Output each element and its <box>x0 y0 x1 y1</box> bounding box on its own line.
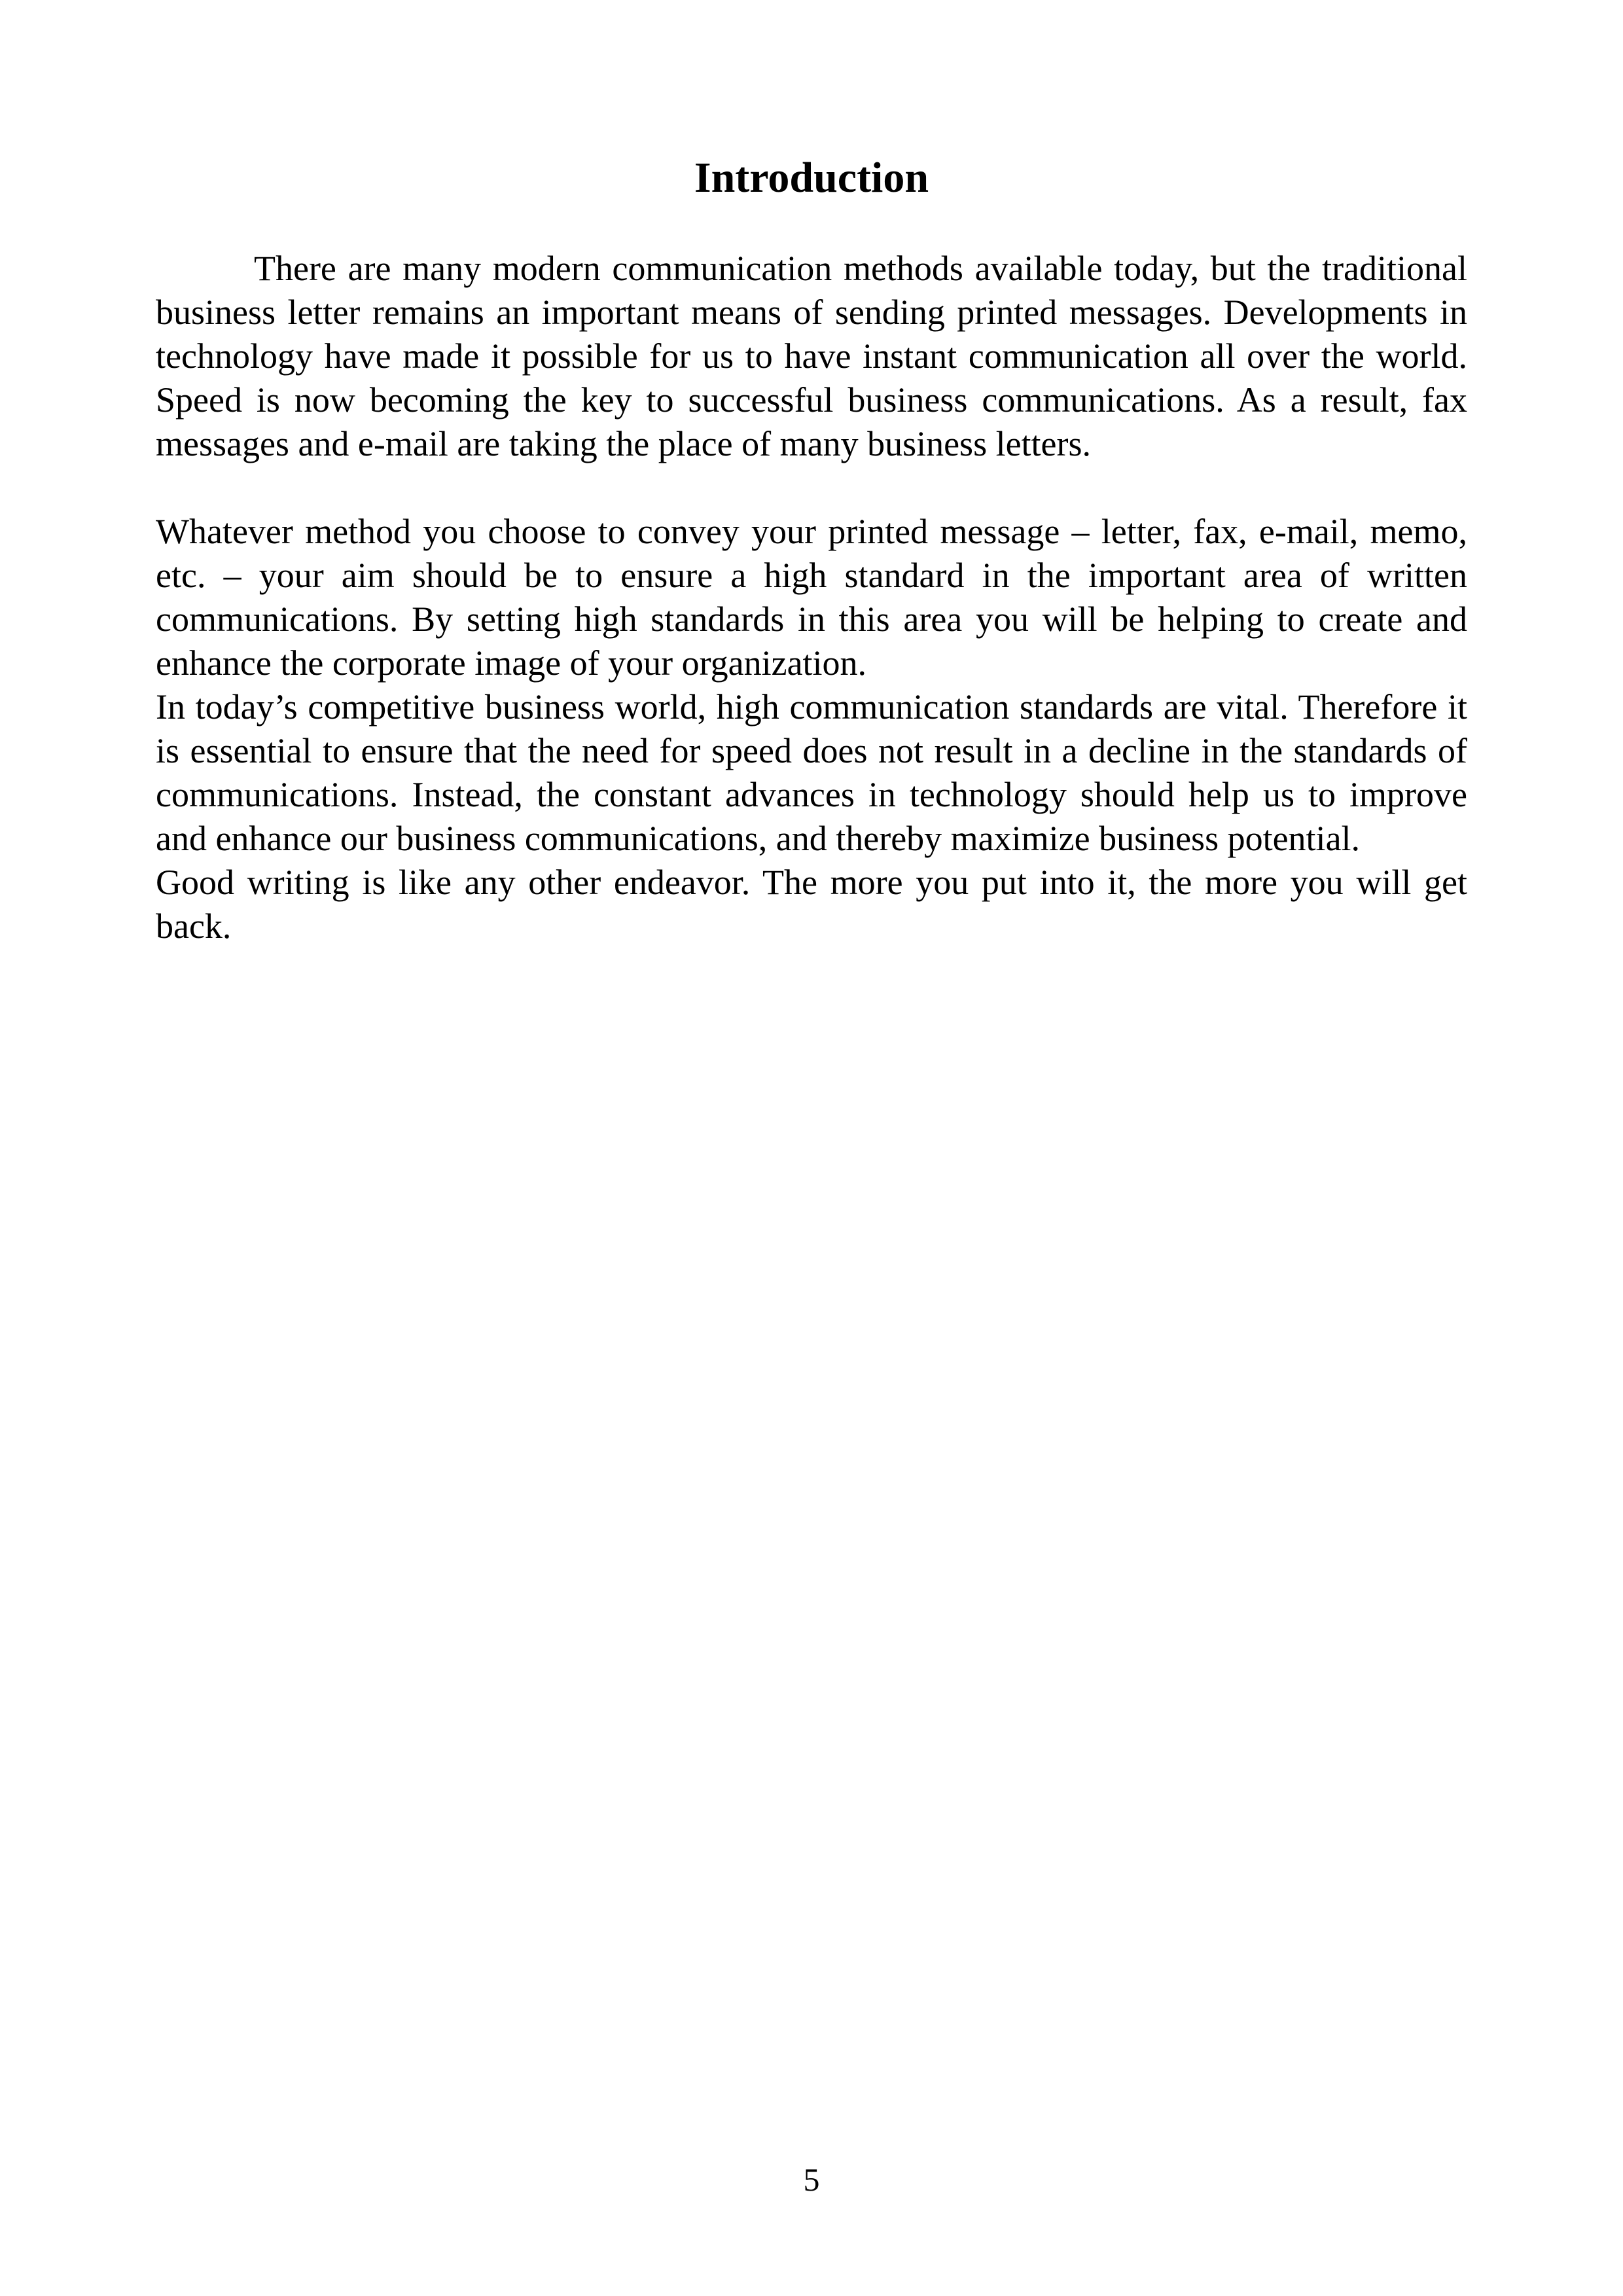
paragraph-2: Whatever method you choose to convey your printed message – letter, fax, e-mail, memo, etc. – your aim should be to ensure a high standard in the important area of written communications. By setting high standards in this area you will be helping to create and enhance the corporate image of your organization. <box>156 512 1467 683</box>
paragraph-4: Good writing is like any other endeavor. The more you put into it, the more you will get back. <box>156 863 1467 946</box>
paragraph-1: There are many modern communication methods available today, but the traditional business letter remains an important means of sending printed messages. Developments in technology have made it possible for us to have instant communication all over the world. Speed is now becoming the key to successful business communications. As a result, fax messages and e-mail are taking the place of many business letters. <box>156 249 1467 463</box>
page-number: 5 <box>803 2161 820 2198</box>
document-body <box>156 247 1467 948</box>
page-title: Introduction <box>694 154 929 202</box>
paragraph-3: In today’s competitive business world, high communication standards are vital. Therefore it is essential to ensure that the need for speed does not result in a decline in the standards of communications. Instead, the constant advances in technology should help us to improve and enhance our business communications, and thereby maximize business potential. <box>156 687 1467 858</box>
